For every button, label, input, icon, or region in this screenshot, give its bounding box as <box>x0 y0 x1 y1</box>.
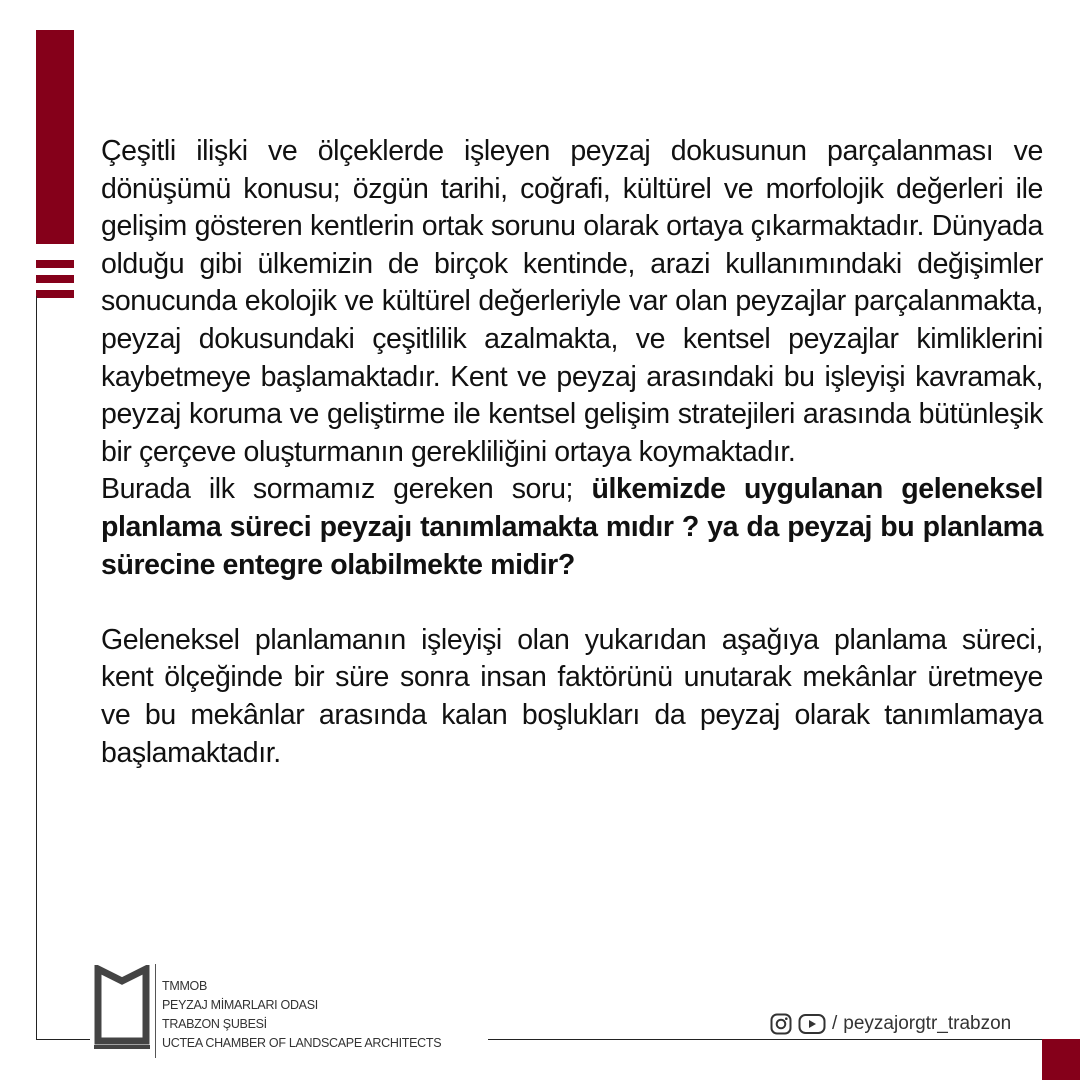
youtube-icon[interactable] <box>798 1013 826 1035</box>
org-line-2: PEYZAJ MİMARLARI ODASI <box>162 998 318 1012</box>
question-bold: ülkemizde uygulanan geleneksel planlama süreci peyzajı tanımlamakta mıdır ? ya da peyzaj bu planlama sürecine entegre olabilmekte midir? <box>101 473 1044 581</box>
article-body <box>101 133 1043 772</box>
chamber-logo <box>94 965 150 1049</box>
paragraph-2: Geleneksel planlamanın işleyişi olan yukarıdan aşağıya planlama süreci, kent ölçeğinde bir süre sonra insan faktörünü unutarak mekânlar üretmeye ve bu mekânlar arasında kalan boşlukları da peyzaj olarak tanımlamaya başlamaktadır. <box>101 623 1043 769</box>
frame-line-bottom <box>36 1039 90 1040</box>
corner-accent <box>1042 1039 1080 1080</box>
accent-stripe <box>36 290 74 298</box>
paragraph-gap <box>101 584 1043 622</box>
paragraph-1: Çeşitli ilişki ve ölçeklerde işleyen peyzaj dokusunun parçalanması ve dönüşümü konusu; özgün tarihi, coğrafi, kültürel ve morfolojik değerleri ile gelişim gösteren kentlerin ortak sorunu olarak ortaya çıkarmaktadır. Dünyada olduğu gibi ülkemizin de birçok kentinde, arazi kullanımındaki değişimler sonucunda ekolojik ve kültürel değerleriyle var olan peyzajlar parçalanmakta, peyzaj dokusundaki çeşitlilik azalmakta, ve kentsel peyzajlar kimliklerini kaybetmeye başlamaktadır. Kent ve peyzaj arasındaki bu işleyişi kavramak, peyzaj koruma ve geliştirme ile kentsel gelişim stratejileri arasında bütünleşik bir çerçeve oluşturmanın gerekliliğini ortaya koymaktadır. <box>101 135 1043 468</box>
social-handle[interactable] <box>770 1010 1011 1038</box>
org-line-3: TRABZON ŞUBESİ <box>162 1017 267 1031</box>
question-paragraph <box>101 471 1043 584</box>
accent-stripe <box>36 275 74 283</box>
frame-line-left <box>36 296 37 1040</box>
logo-divider <box>155 964 156 1058</box>
frame-line-bottom <box>488 1039 1042 1040</box>
organization-name <box>162 977 441 1053</box>
instagram-icon[interactable] <box>770 1013 792 1035</box>
social-handle-text[interactable]: peyzajorgtr_trabzon <box>843 1013 1012 1034</box>
org-line-4: UCTEA CHAMBER OF LANDSCAPE ARCHITECTS <box>162 1036 442 1050</box>
accent-stripe <box>36 260 74 268</box>
accent-bar <box>36 30 74 244</box>
social-separator: / <box>832 1013 838 1034</box>
org-line-1: TMMOB <box>162 979 208 993</box>
question-lead: Burada ilk sormamız gereken soru; <box>101 473 592 506</box>
